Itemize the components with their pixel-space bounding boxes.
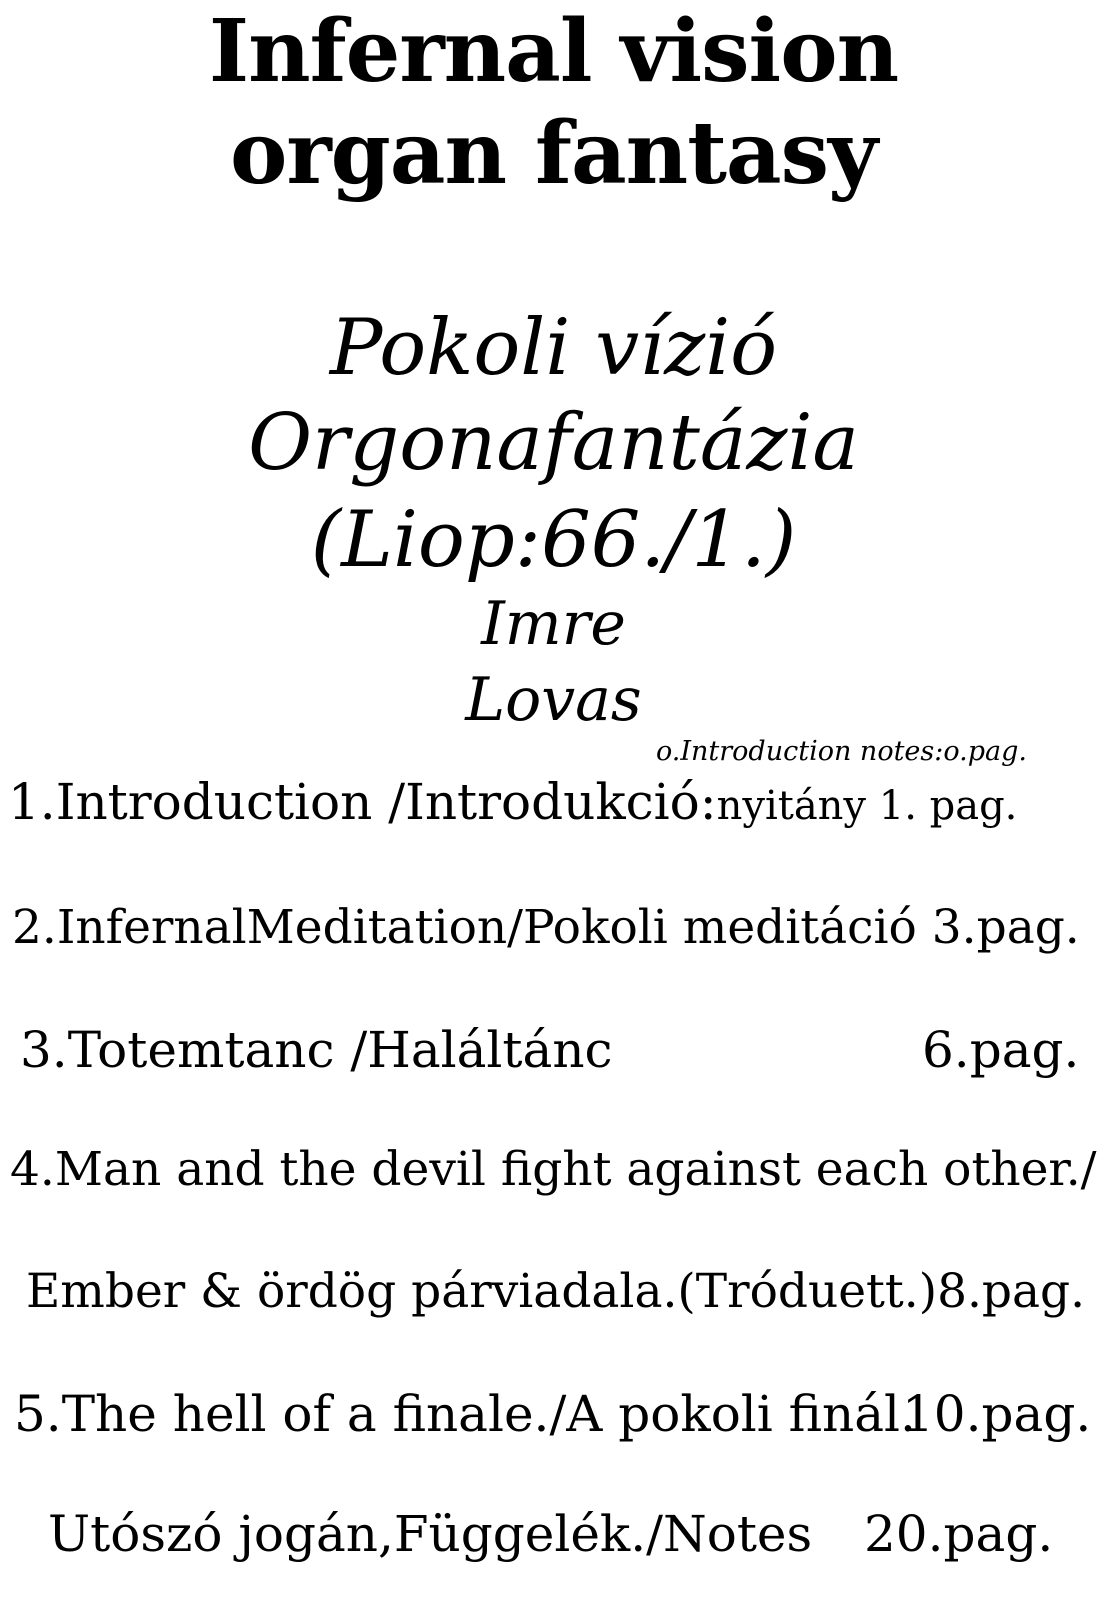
toc-item-5-page: 10.pag. bbox=[902, 1385, 1092, 1443]
toc-intro-notes: o.Introduction notes:o.pag. bbox=[656, 736, 1027, 767]
toc-item-5-title: 5.The hell of a finale./A pokoli finál. bbox=[14, 1385, 916, 1443]
composer-first-name: Imre bbox=[481, 589, 626, 659]
title-line-1: Infernal vision bbox=[208, 1, 899, 102]
subtitle-line-1: Pokoli vízió bbox=[329, 303, 778, 393]
toc-item-1 bbox=[8, 772, 1017, 836]
toc-item-3-page: 6.pag. bbox=[922, 1021, 1080, 1079]
title-line-2: organ fantasy bbox=[229, 103, 878, 204]
toc-item-3-title: 3.Totemtanc /Haláltánc bbox=[20, 1021, 613, 1079]
toc-item-4-line-1: 4.Man and the devil fight against each other./ bbox=[10, 1142, 1097, 1197]
toc-notes-title: Utószó jogán,Függelék./Notes bbox=[48, 1505, 813, 1563]
toc-item-1-page: nyitány 1. pag. bbox=[716, 783, 1018, 829]
composer-last-name: Lovas bbox=[465, 665, 642, 735]
toc-item-1-title: 1.Introduction /Introdukció: bbox=[8, 773, 717, 831]
toc-item-2: 2.InfernalMeditation/Pokoli meditáció 3.pag. bbox=[12, 900, 1080, 955]
catalog-number: (Liop:66./1.) bbox=[310, 495, 797, 585]
subtitle-line-2: Orgonafantázia bbox=[248, 398, 859, 488]
toc-notes-page: 20.pag. bbox=[864, 1505, 1054, 1563]
toc-item-4-line-2: Ember & ördög párviadala.(Tróduett.)8.pag. bbox=[26, 1264, 1086, 1319]
